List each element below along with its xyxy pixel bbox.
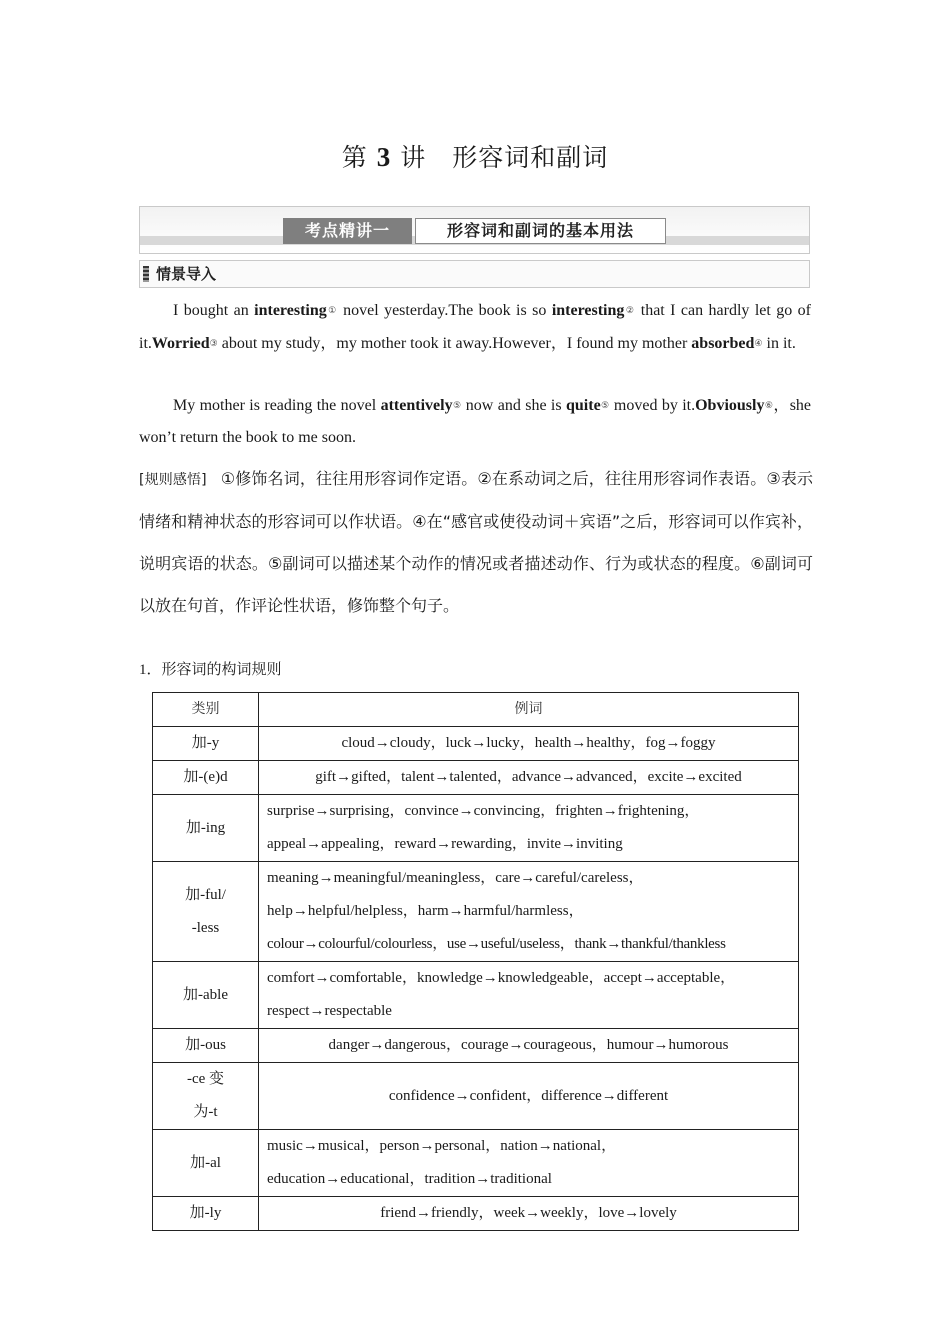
keyword: Worried [151,335,210,352]
category-cell: 加-ful/ -less [153,862,259,962]
marker: ⑥ [764,400,774,410]
category-cell: 加-able [153,962,259,1029]
table-row [153,727,799,761]
table-row [153,1197,799,1231]
table-row [153,761,799,795]
examples-cell: meaning→meaningful/meaningless，care→careful/careless， help→helpful/helpless，harm→harmful/harmless， colour→colourful/colourless，use→useful/useless，thank→thankful/thankless [259,862,799,962]
header-examples: 例词 [259,693,799,727]
examples-cell: surprise→surprising，convince→convincing，frighten→frightening， appeal→appealing，reward→rewarding，invite→inviting [259,795,799,862]
lecture-number: 3 [376,142,392,172]
rules-insight [139,458,813,627]
header-category: 类别 [153,693,259,727]
category-cell: 加-al [153,1130,259,1197]
table-header-row [153,693,799,727]
keyword: Obviously [695,397,765,414]
scene-intro-label: 情景导入 [156,265,217,283]
table-row [153,1029,799,1063]
marker: ① [326,305,338,315]
category-cell: 加-(e)d [153,761,259,795]
section-title: 形容词的构词规则 [161,660,282,678]
examples-cell: confidence→confident，difference→different [259,1063,799,1130]
marker: ⑤ [600,400,610,410]
section-heading [139,658,282,679]
table-row [153,1130,799,1197]
marker: ④ [754,338,763,348]
keyword: quite [566,397,601,414]
title-text: 讲 形容词和副词 [400,143,609,172]
scene-paragraph-1: I bought an interesting① novel yesterday.The book is so interesting② that I can hardly let go of it.Worried③ about my study，my mother took it away.However，I found my mother absorbed④ in it. [139,302,812,352]
category-cell: 加-ly [153,1197,259,1231]
table-row [153,962,799,1029]
keyword: interesting [551,302,625,319]
examples-cell: cloud→cloudy，luck→lucky，health→healthy，fog→foggy [259,727,799,761]
examples-cell: friend→friendly，week→weekly，love→lovely [259,1197,799,1231]
word-formation-table [152,692,799,1231]
table-row [153,1063,799,1130]
category-cell: 加-ing [153,795,259,862]
category-cell: 加-y [153,727,259,761]
keyword: attentively [380,397,453,414]
page-title [0,138,950,174]
keyword: absorbed [691,335,755,352]
examples-cell: danger→dangerous，courage→courageous，humour→humorous [259,1029,799,1063]
title-prefix: 第 [341,143,368,172]
rules-label: [规则感悟] [139,472,207,488]
marker: ⑤ [452,400,462,410]
table-row [153,795,799,862]
examples-cell: music→musical，person→personal，nation→national， education→educational，tradition→traditional [259,1130,799,1197]
keyword: interesting [254,302,327,319]
rules-text: ①修饰名词，往往用形容词作定语。②在系动词之后，往往用形容词作表语。③表示情绪和精神状态的形容词可以作状语。④在“感官或使役动词＋宾语”之后，形容词可以作宾补，说明宾语的状态。⑤副词可以描述某个动作的情况或者描述动作、行为或状态的程度。⑥副词可以放在句首，作评论性状语，修饰整个句子。 [139,469,813,615]
scene-intro-bar [139,260,810,288]
table-row [153,862,799,962]
category-cell: -ce 变 为-t [153,1063,259,1130]
examples-cell: comfort→comfortable，knowledge→knowledgeable，accept→acceptable， respect→respectable [259,962,799,1029]
marker: ② [624,305,636,315]
examples-cell: gift→gifted，talent→talented，advance→advanced，excite→excited [259,761,799,795]
marker: ③ [209,338,218,348]
banner-topic: 形容词和副词的基本用法 [415,218,666,244]
scene-paragraph-2: My mother is reading the novel attentively⑤ now and she is quite⑤ moved by it.Obviously⑥，she won’t return the book to me soon. [139,397,812,446]
topic-banner [139,206,810,254]
section-marker-icon [143,266,149,282]
banner-tag: 考点精讲一 [283,218,412,244]
section-number: 1． [139,662,162,678]
category-cell: 加-ous [153,1029,259,1063]
